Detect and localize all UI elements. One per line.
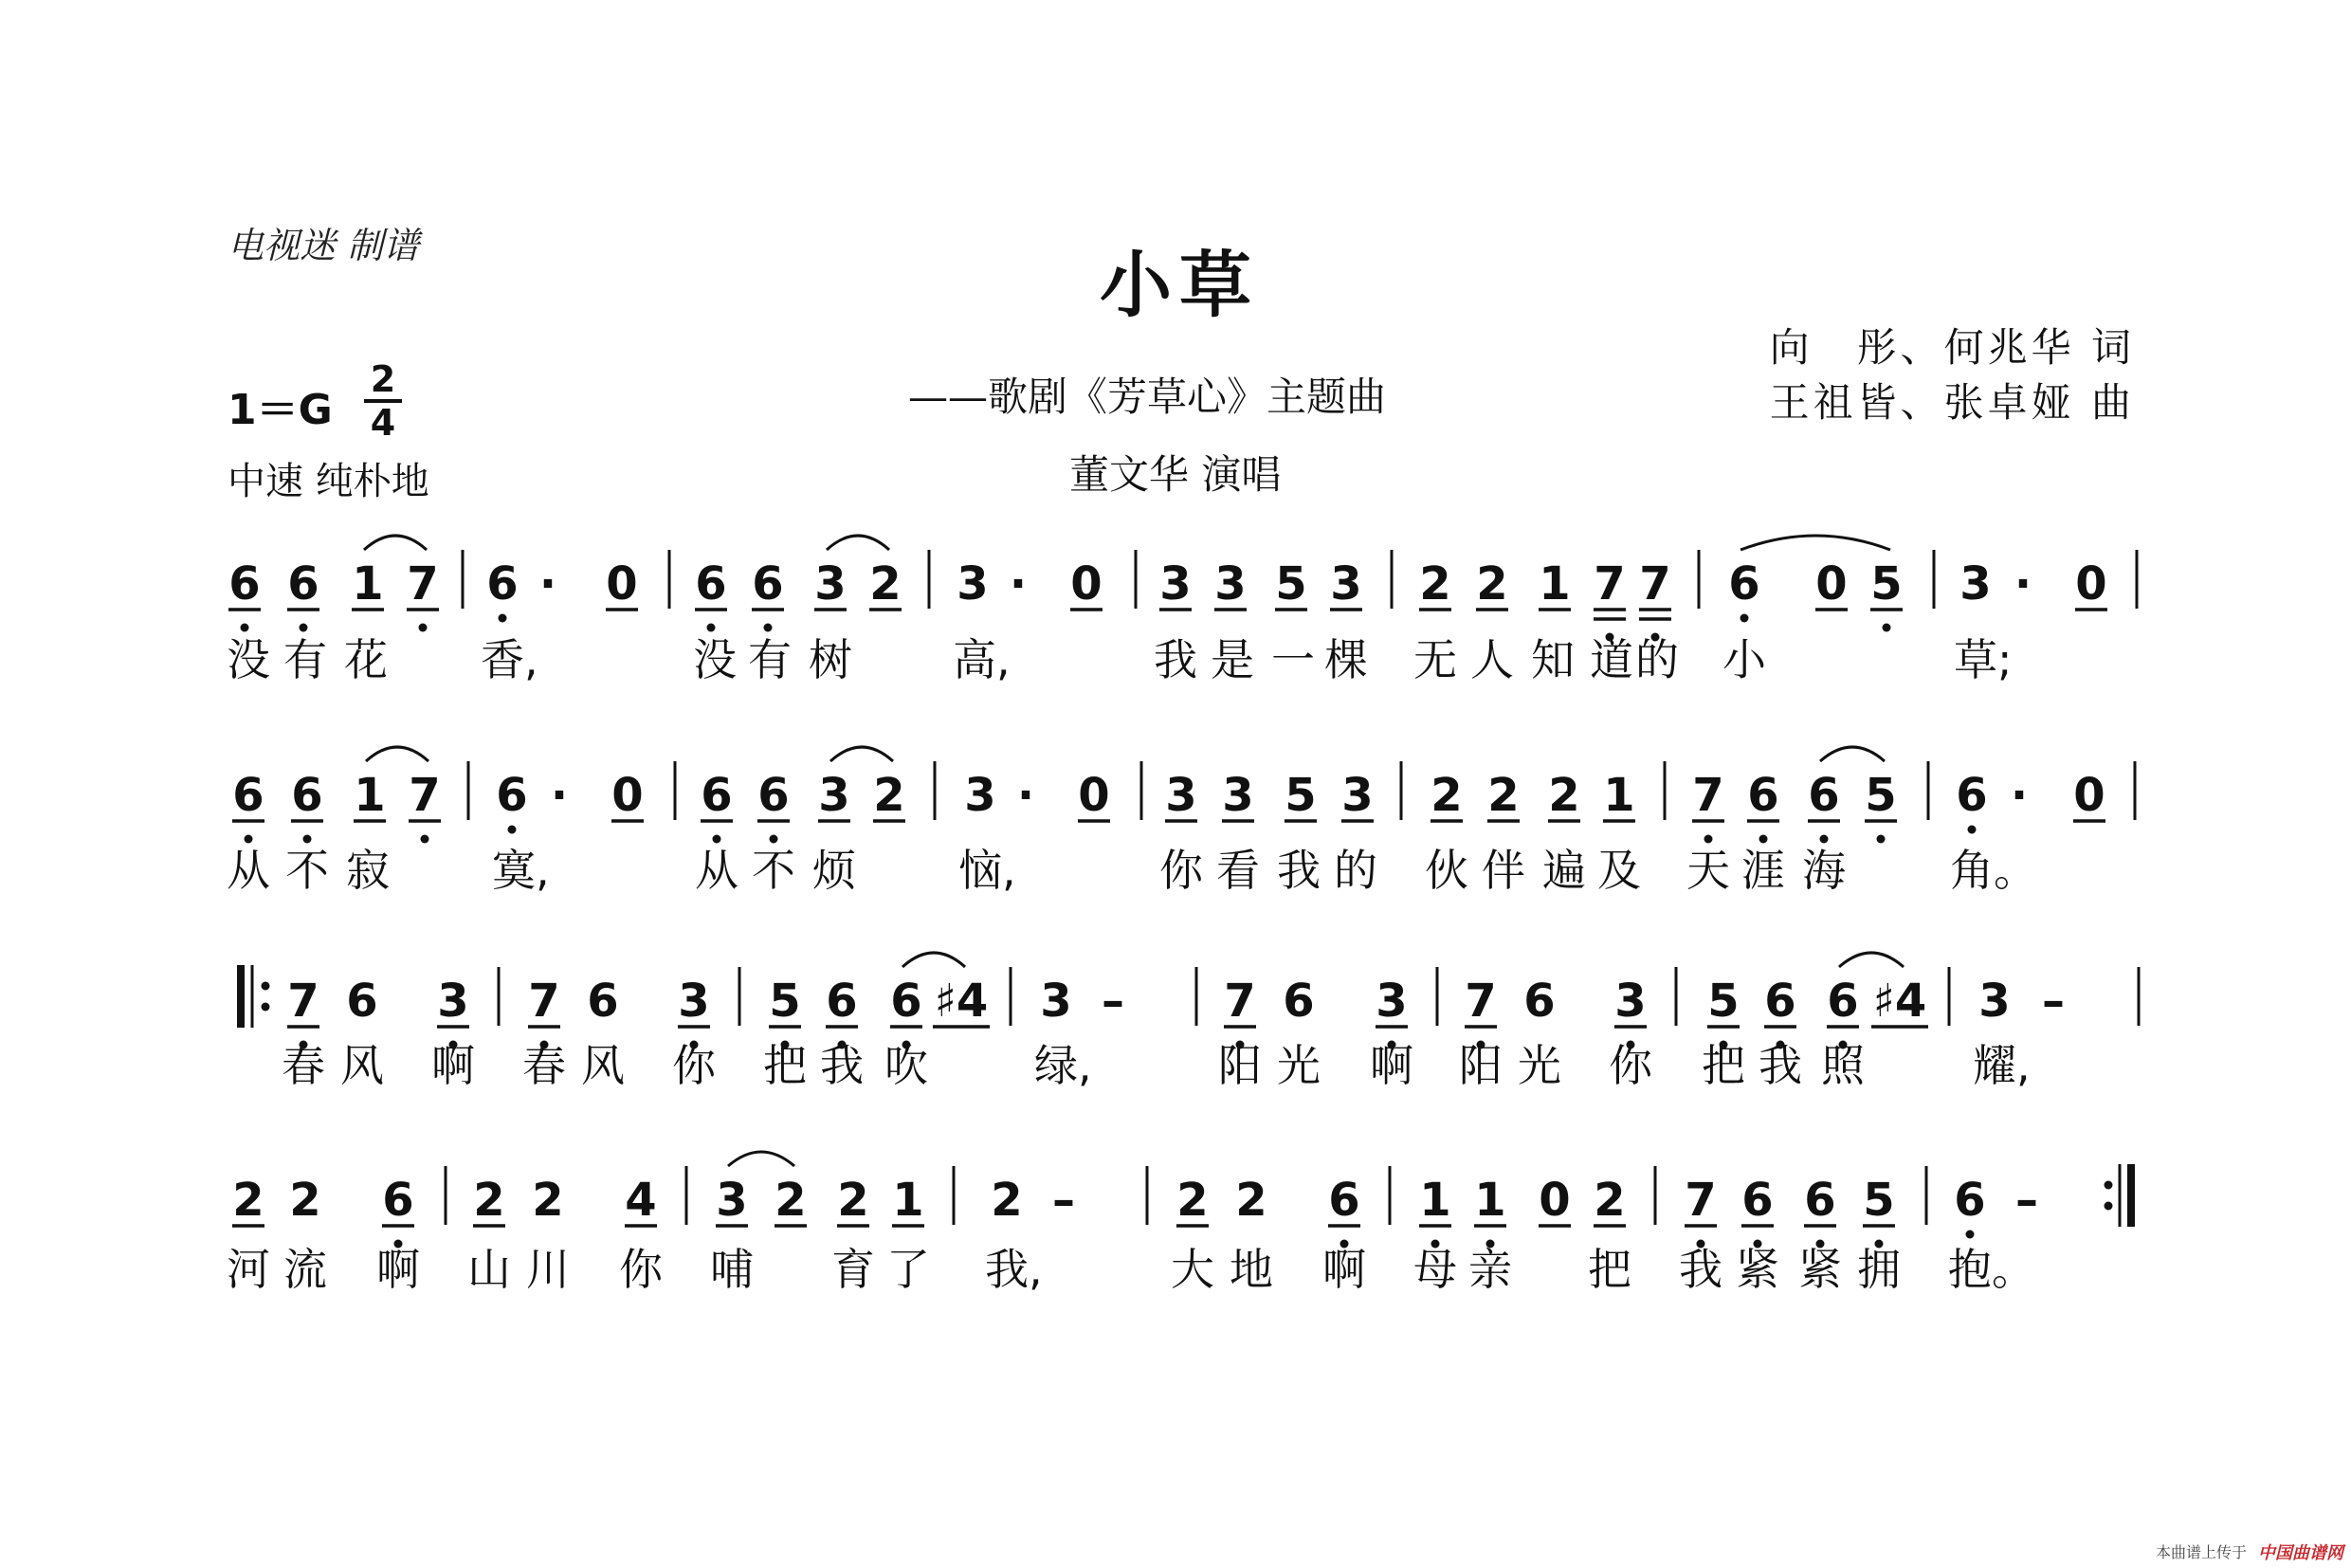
lyric-1-2: 寂 [346, 845, 390, 896]
note-3-16: 2 [1176, 1174, 1209, 1227]
note-0-11: 3 [814, 557, 847, 611]
note-0-9: 6 [695, 557, 727, 611]
lyric-2-8: 吹 [884, 1040, 928, 1091]
note-0-12: 2 [869, 557, 902, 611]
lyric-0-8: 我 [1154, 634, 1197, 685]
lyric-0-10: 一 [1271, 634, 1315, 685]
note-0-30: 0 [1815, 557, 1848, 611]
note-1-7: 0 [611, 769, 644, 822]
lyric-2-11: 光 [1277, 1040, 1321, 1091]
lyric-1-4: 从 [695, 845, 738, 896]
note-2-26: 6 [1764, 975, 1796, 1028]
lower-octave-dot [300, 624, 308, 632]
footer-note: 本曲谱上传于 [2155, 1543, 2247, 1561]
lyric-2-16: 把 [1702, 1040, 1745, 1091]
note-1-23: 2 [1431, 769, 1463, 822]
lyric-0-14: 知 [1531, 634, 1575, 685]
lower-octave-dot [303, 835, 312, 844]
composer-credit: 王祖皆、张卓娅 曲 [1769, 379, 2135, 426]
lyric-2-10: 阳 [1218, 1040, 1262, 1091]
note-1-0: 6 [232, 769, 264, 822]
note-2-6: 6 [587, 975, 619, 1028]
lyric-0-18: 草; [1954, 634, 2013, 685]
lyricist-credit: 向 彤、何兆华 词 [1769, 324, 2135, 371]
note-2-10: 6 [826, 975, 858, 1028]
note-0-18: 3 [1159, 557, 1192, 611]
note-1-34: · [2010, 769, 2029, 822]
time-signature-bottom: 4 [370, 402, 396, 444]
note-2-19: 3 [1376, 975, 1408, 1028]
lyric-0-2: 花 [344, 634, 388, 685]
lyric-0-9: 是 [1211, 634, 1254, 685]
lyric-3-5: 你 [619, 1244, 663, 1295]
lower-octave-dot [421, 835, 429, 844]
note-2-31: – [2042, 975, 2065, 1028]
note-0-1: 6 [287, 557, 319, 611]
note-3-26: 6 [1741, 1174, 1774, 1227]
lyric-2-6: 把 [763, 1040, 807, 1091]
lower-octave-dot [1759, 835, 1768, 844]
note-1-10: 6 [757, 769, 790, 822]
note-2-15: – [1102, 975, 1124, 1028]
lyric-1-6: 烦 [812, 845, 856, 896]
lyric-0-11: 棵 [1324, 634, 1368, 685]
tempo-marking: 中速 纯朴地 [228, 460, 429, 503]
lower-octave-dot [1883, 624, 1891, 632]
lower-octave-dot [245, 835, 253, 844]
lyric-1-11: 的 [1334, 845, 1377, 896]
lyric-2-4: 风 [581, 1040, 625, 1091]
note-1-11: 3 [818, 769, 850, 822]
note-3-14: – [1052, 1174, 1075, 1227]
note-0-2: 1 [352, 557, 384, 611]
note-0-34: · [2014, 557, 2032, 611]
note-1-2: 1 [354, 769, 386, 822]
lyric-1-10: 我 [1277, 845, 1321, 896]
score-maker-credit: 电视迷 制谱 [228, 225, 420, 266]
note-1-14: 3 [964, 769, 996, 822]
lower-octave-dot [508, 826, 517, 834]
lyric-3-13: 母 [1413, 1244, 1457, 1295]
lyric-1-5: 不 [752, 845, 795, 896]
slur [902, 953, 965, 967]
lyric-1-17: 涯 [1741, 845, 1785, 896]
note-3-25: 7 [1685, 1174, 1717, 1227]
lyric-3-16: 我 [1679, 1244, 1722, 1295]
note-0-35: 0 [2075, 557, 2107, 611]
note-0-3: 7 [407, 557, 439, 611]
note-3-13: 2 [991, 1174, 1023, 1227]
lyric-2-17: 我 [1759, 1040, 1802, 1091]
lower-octave-dot [499, 614, 507, 623]
note-0-25: 1 [1539, 557, 1571, 611]
lyric-3-17: 紧 [1736, 1244, 1779, 1295]
note-0-20: 5 [1275, 557, 1307, 611]
lyric-3-9: 我, [985, 1244, 1043, 1295]
note-0-31: 5 [1870, 557, 1903, 611]
lyric-0-3: 香, [481, 634, 538, 685]
slur [827, 536, 889, 550]
note-2-9: 5 [769, 975, 801, 1028]
lyric-1-0: 从 [227, 845, 270, 896]
lyric-3-19: 拥 [1857, 1244, 1901, 1295]
lyric-1-7: 恼, [958, 845, 1016, 896]
lyric-0-6: 树 [809, 634, 852, 685]
lyric-3-0: 河 [227, 1244, 270, 1295]
note-3-22: 0 [1539, 1174, 1571, 1227]
lyric-2-7: 我 [820, 1040, 864, 1091]
note-0-7: 0 [606, 557, 638, 611]
note-0-29: 6 [1728, 557, 1760, 611]
lower-octave-dot [764, 624, 773, 632]
lyric-3-6: 哺 [710, 1244, 754, 1295]
note-3-1: 2 [289, 1174, 321, 1227]
note-0-26: 7 [1594, 557, 1626, 611]
lyric-1-16: 天 [1686, 845, 1730, 896]
note-1-28: 7 [1692, 769, 1724, 822]
note-2-5: 7 [528, 975, 560, 1028]
note-2-28: ♯4 [1872, 975, 1927, 1028]
note-2-2: 6 [346, 975, 378, 1028]
slur [830, 747, 893, 761]
lyric-1-13: 伴 [1482, 845, 1525, 896]
note-1-19: 3 [1222, 769, 1254, 822]
lyric-2-19: 耀, [1973, 1040, 2031, 1091]
note-3-23: 2 [1594, 1174, 1626, 1227]
note-3-30: 6 [1954, 1174, 1986, 1227]
lyric-1-1: 不 [285, 845, 329, 896]
lower-octave-dot [1820, 835, 1829, 844]
note-0-5: 6 [486, 557, 519, 611]
note-2-23: 3 [1614, 975, 1647, 1028]
lyric-2-9: 绿, [1034, 1040, 1092, 1091]
lyric-2-15: 你 [1609, 1040, 1652, 1091]
lyric-1-19: 角。 [1950, 845, 2037, 896]
note-1-25: 2 [1548, 769, 1580, 822]
lyric-1-3: 寞, [492, 845, 550, 896]
note-3-28: 5 [1863, 1174, 1895, 1227]
note-1-1: 6 [291, 769, 323, 822]
lyric-3-11: 地 [1230, 1244, 1273, 1295]
lyric-3-12: 啊 [1322, 1244, 1366, 1295]
note-3-17: 2 [1235, 1174, 1267, 1227]
note-0-6: · [538, 557, 557, 611]
key-signature: 1＝G [228, 386, 333, 434]
lyric-0-1: 有 [283, 634, 327, 685]
singer-credit: 董文华 演唱 [1069, 451, 1282, 498]
note-3-31: – [2015, 1174, 2038, 1227]
note-1-12: 2 [873, 769, 905, 822]
slur [1820, 747, 1885, 761]
note-1-21: 3 [1341, 769, 1374, 822]
lower-octave-dot [1704, 835, 1713, 844]
note-0-21: 3 [1330, 557, 1362, 611]
lyric-1-8: 你 [1159, 845, 1203, 896]
lyric-2-0: 春 [282, 1040, 325, 1091]
lyric-0-0: 没 [227, 634, 270, 685]
note-0-0: 6 [228, 557, 261, 611]
note-3-27: 6 [1804, 1174, 1836, 1227]
lyric-2-13: 阳 [1459, 1040, 1503, 1091]
repeat-dot [2105, 1202, 2113, 1211]
lyric-3-20: 抱。 [1948, 1244, 2035, 1295]
slur [366, 747, 428, 761]
lower-octave-dot [713, 835, 721, 844]
note-2-14: 3 [1040, 975, 1072, 1028]
site-logo: 中国曲谱网 [2258, 1543, 2343, 1563]
note-0-33: 3 [1959, 557, 1992, 611]
note-1-24: 2 [1487, 769, 1520, 822]
note-2-25: 5 [1707, 975, 1740, 1028]
note-2-18: 6 [1283, 975, 1315, 1028]
lyric-3-7: 育 [831, 1244, 875, 1295]
note-0-24: 2 [1476, 557, 1508, 611]
note-3-8: 3 [716, 1174, 748, 1227]
lyric-0-16: 的 [1635, 634, 1679, 685]
note-1-33: 6 [1956, 769, 1988, 822]
note-2-17: 7 [1224, 975, 1256, 1028]
note-0-27: 7 [1639, 557, 1671, 611]
lyric-3-18: 紧 [1798, 1244, 1842, 1295]
lyric-0-4: 没 [693, 634, 737, 685]
note-2-3: 3 [437, 975, 469, 1028]
note-1-3: 7 [409, 769, 441, 822]
lyric-3-4: 川 [526, 1244, 570, 1295]
repeat-dot [262, 982, 270, 991]
slur [1740, 536, 1890, 550]
note-1-6: · [550, 769, 569, 822]
note-1-16: 0 [1078, 769, 1110, 822]
lyric-3-1: 流 [283, 1244, 327, 1295]
note-1-5: 6 [496, 769, 528, 822]
lyric-1-15: 及 [1597, 845, 1641, 896]
note-0-16: 0 [1070, 557, 1103, 611]
note-3-5: 2 [532, 1174, 564, 1227]
lyric-3-2: 啊 [376, 1244, 420, 1295]
song-subtitle: ——歌剧《芳草心》主题曲 [908, 374, 1387, 420]
note-0-15: · [1009, 557, 1028, 611]
note-1-30: 6 [1808, 769, 1840, 822]
lyric-3-8: 了 [886, 1244, 930, 1295]
note-3-9: 2 [775, 1174, 807, 1227]
note-2-12: ♯4 [934, 975, 989, 1028]
lower-octave-dot [1877, 835, 1886, 844]
song-title: 小草 [1100, 243, 1259, 327]
lyric-2-3: 春 [522, 1040, 566, 1091]
lyric-1-18: 海 [1802, 845, 1846, 896]
note-1-29: 6 [1747, 769, 1779, 822]
note-0-23: 2 [1419, 557, 1451, 611]
lyric-2-14: 光 [1518, 1040, 1561, 1091]
note-2-7: 3 [678, 975, 710, 1028]
lyric-0-7: 高, [953, 634, 1011, 685]
lyric-0-12: 无 [1413, 634, 1457, 685]
lyric-0-17: 小 [1722, 634, 1766, 685]
lyric-3-3: 山 [467, 1244, 511, 1295]
time-signature-top: 2 [370, 358, 396, 400]
note-3-18: 6 [1328, 1174, 1360, 1227]
note-3-4: 2 [473, 1174, 505, 1227]
note-2-22: 6 [1523, 975, 1556, 1028]
repeat-dot [262, 1003, 270, 1012]
lower-octave-dot [1966, 1231, 1975, 1239]
note-1-31: 5 [1865, 769, 1897, 822]
note-0-19: 3 [1214, 557, 1247, 611]
note-3-2: 6 [382, 1174, 414, 1227]
lower-octave-dot [1968, 826, 1977, 834]
note-2-21: 7 [1465, 975, 1497, 1028]
slur [364, 536, 427, 550]
note-3-21: 1 [1474, 1174, 1506, 1227]
lyric-3-14: 亲 [1468, 1244, 1512, 1295]
lyric-2-18: 照 [1821, 1040, 1865, 1091]
lyric-1-14: 遍 [1542, 845, 1586, 896]
lyric-0-13: 人 [1470, 634, 1514, 685]
note-3-11: 1 [892, 1174, 924, 1227]
note-3-6: 4 [625, 1174, 657, 1227]
lyric-2-5: 你 [672, 1040, 716, 1091]
lyric-3-15: 把 [1588, 1244, 1631, 1295]
note-3-0: 2 [232, 1174, 264, 1227]
note-2-27: 6 [1827, 975, 1859, 1028]
lyric-1-9: 看 [1216, 845, 1260, 896]
note-2-11: 6 [890, 975, 922, 1028]
note-0-14: 3 [957, 557, 989, 611]
lower-octave-dot [241, 624, 249, 632]
note-1-26: 1 [1603, 769, 1635, 822]
note-2-30: 3 [1978, 975, 2011, 1028]
lyric-0-15: 道 [1590, 634, 1633, 685]
lyric-3-10: 大 [1171, 1244, 1214, 1295]
lower-octave-dot [1740, 614, 1749, 623]
note-1-20: 5 [1285, 769, 1317, 822]
note-2-1: 7 [287, 975, 319, 1028]
note-0-10: 6 [752, 557, 784, 611]
repeat-dot [2105, 1181, 2113, 1190]
note-3-10: 2 [837, 1174, 869, 1227]
lyric-2-2: 啊 [431, 1040, 475, 1091]
slur [1839, 953, 1904, 967]
lyric-1-12: 伙 [1425, 845, 1468, 896]
note-3-20: 1 [1419, 1174, 1451, 1227]
note-1-35: 0 [2073, 769, 2105, 822]
lower-octave-dot [707, 624, 716, 632]
lower-octave-dot [419, 624, 428, 632]
note-1-9: 6 [701, 769, 733, 822]
lyric-2-1: 风 [340, 1040, 384, 1091]
note-1-18: 3 [1165, 769, 1197, 822]
note-1-15: · [1016, 769, 1035, 822]
slur [728, 1152, 794, 1166]
lyric-2-12: 啊 [1370, 1040, 1413, 1091]
lyric-0-5: 有 [748, 634, 792, 685]
lower-octave-dot [770, 835, 778, 844]
